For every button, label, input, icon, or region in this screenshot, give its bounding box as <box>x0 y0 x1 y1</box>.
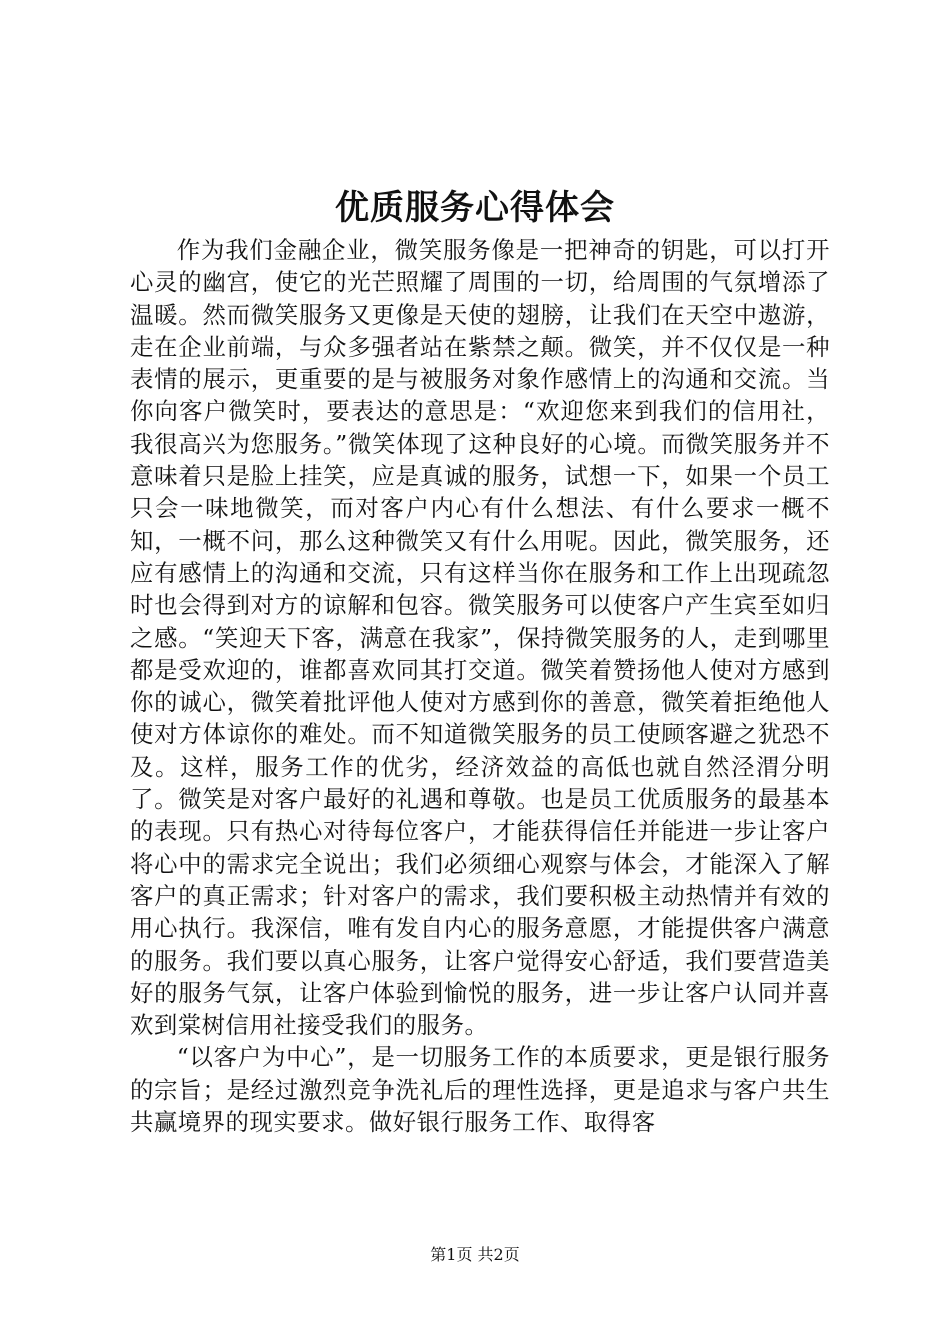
page-footer: 第1页 共2页 <box>430 1245 520 1264</box>
paragraph-2: “以客户为中心”，是一切服务工作的本质要求，更是银行服务的宗旨；是经过激烈竞争洗礼后的理性选择，更是追求与客户共生共赢境界的现实要求。做好银行服务工作、取得客 <box>130 1043 830 1137</box>
document-title: 优质服务心得体会 <box>335 188 615 228</box>
document-body <box>130 234 830 1138</box>
paragraph-1: 作为我们金融企业，微笑服务像是一把神奇的钥匙，可以打开心灵的幽宫，使它的光芒照耀了周围的一切，给周围的气氛增添了温暖。然而微笑服务又更像是天使的翅膀，让我们在天空中遨游，走在企业前端，与众多强者站在紫禁之颠。微笑，并不仅仅是一种表情的展示，更重要的是与被服务对象作感情上的沟通和交流。当你向客户微笑时，要表达的意思是：“欢迎您来到我们的信用社，我很高兴为您服务。”微笑体现了这种良好的心境。而微笑服务并不意味着只是脸上挂笑，应是真诚的服务，试想一下，如果一个员工只会一味地微笑，而对客户内心有什么想法、有什么要求一概不知，一概不问，那么这种微笑又有什么用呢。因此，微笑服务，还应有感情上的沟通和交流，只有这样当你在服务和工作上出现疏忽时也会得到对方的谅解和包容。微笑服务可以使客户产生宾至如归之感。“笑迎天下客，满意在我家”，保持微笑服务的人，走到哪里都是受欢迎的，谁都喜欢同其打交道。微笑着赞扬他人使对方感到你的诚心，微笑着批评他人使对方感到你的善意，微笑着拒绝他人使对方体谅你的难处。而不知道微笑服务的员工使顾客避之犹恐不及。这样，服务工作的优劣，经济效益的高低也就自然泾渭分明了。微笑是对客户最好的礼遇和尊敬。也是员工优质服务的最基本的表现。只有热心对待每位客户，才能获得信任并能进一步让客户将心中的需求完全说出；我们必须细心观察与体会，才能深入了解客户的真正需求；针对客户的需求，我们要积极主动热情并有效的用心执行。我深信，唯有发自内心的服务意愿，才能提供客户满意的服务。我们要以真心服务，让客户觉得安心舒适，我们要营造美好的服务气氛，让客户体验到愉悦的服务，进一步让客户认同并喜欢到棠树信用社接受我们的服务。 <box>130 236 830 1040</box>
